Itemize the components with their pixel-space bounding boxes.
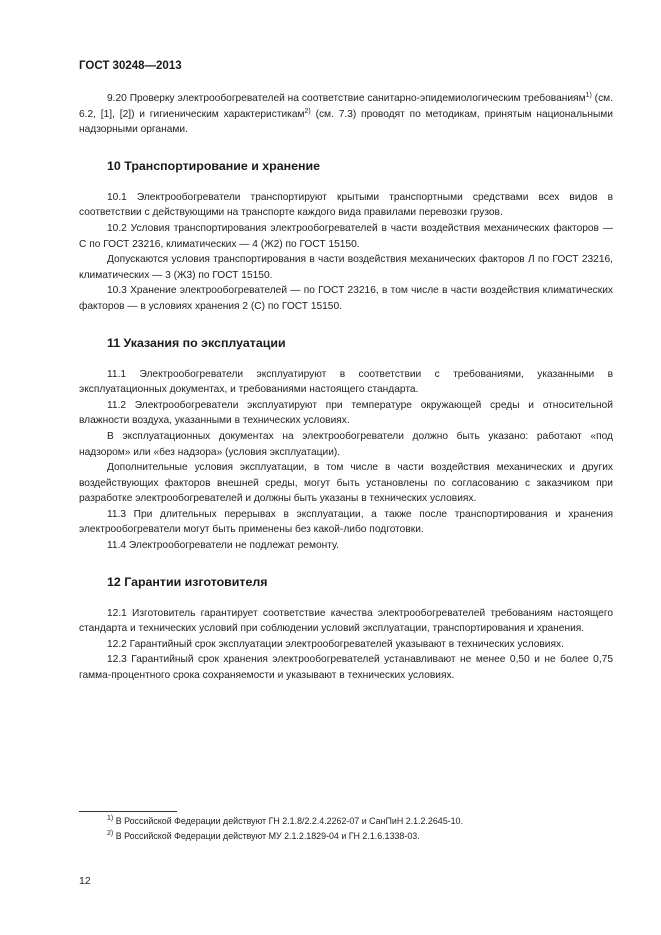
paragraph-9-20-text-c: (см. 7.3) проводят по методикам, принятым национальными надзорными органами. bbox=[79, 108, 613, 136]
footnote-1 bbox=[79, 814, 613, 829]
paragraph-12-3: 12.3 Гарантийный срок хранения электрообогревателей устанавливают не менее 0,50 и не более 0,75 гамма-процентного срока сохраняемости и указывают в технических условиях. bbox=[79, 654, 613, 682]
section-12-heading: 12 Гарантии изготовителя bbox=[107, 574, 268, 589]
paragraph-10-2-alt: Допускаются условия транспортирования в части воздействия механических факторов Л по ГОСТ 23216, климатических — 3 (Ж3) по ГОСТ 15150. bbox=[79, 254, 613, 281]
paragraph-9-20-text-a: 9.20 Проверку электрообогревателей на соответствие санитарно-эпидемиологическим требованиям bbox=[107, 93, 586, 104]
paragraph-9-20-text-b: (см. 6.2, [1], [2]) и гигиеническим характеристикам bbox=[79, 93, 613, 120]
page-number: 12 bbox=[79, 875, 91, 887]
paragraph-9-20 bbox=[79, 91, 613, 138]
footnote-2-mark: 2) bbox=[107, 830, 114, 837]
paragraph-10-1: 10.1 Электрообогреватели транспортируют крытыми транспортными средствами всех видов в соответствии с действующими на транспорте каждого вида правилами перевозки грузов. bbox=[79, 191, 613, 219]
footnote-1-text: В Российской Федерации действуют ГН 2.1.8/2.2.4.2262-07 и СанПиН 2.1.2.2645-10. bbox=[113, 816, 463, 826]
paragraph-11-2-extra: Дополнительные условия эксплуатации, в том числе в части воздействия механических и других воздействующих факторов внешней среды, могут быть установлены по согласованию с заказчиком при разработке электрообогревателей и должны быть указаны в технических условиях. bbox=[79, 462, 613, 505]
paragraph-11-2-docs: В эксплуатационных документах на электрообогреватели должно быть указано: работают «под надзором» или «без надзора» (условия эксплуатации). bbox=[79, 430, 613, 458]
section-11-heading: 11 Указания по эксплуатации bbox=[107, 335, 286, 350]
paragraph-11-2: 11.2 Электрообогреватели эксплуатируют при температуре окружающей среды и относительной влажности воздуха, указанными в технических условиях. bbox=[79, 399, 613, 427]
footnotes bbox=[79, 814, 613, 844]
document-code-header: ГОСТ 30248—2013 bbox=[79, 60, 182, 72]
paragraph-11-1: 11.1 Электрообогреватели эксплуатируют в соответствии с требованиями, указанными в эксплуатационных документах, и требованиями настоящего стандарта. bbox=[79, 368, 613, 396]
footnote-divider bbox=[79, 811, 177, 812]
paragraph-12-2: 12.2 Гарантийный срок эксплуатации электрообогревателей указывают в технических условиях. bbox=[107, 638, 564, 650]
footnote-2-text: В Российской Федерации действуют МУ 2.1.2.1829-04 и ГН 2.1.6.1338-03. bbox=[113, 831, 420, 841]
footnote-1-mark: 1) bbox=[107, 815, 114, 822]
section-10-heading: 10 Транспортирование и хранение bbox=[107, 158, 320, 173]
paragraph-10-3: 10.3 Хранение электрообогревателей — по ГОСТ 23216, в том числе в части воздействия климатических факторов — в условиях хранения 2 (С) по ГОСТ 15150. bbox=[79, 285, 613, 312]
footnote-ref-1: 1) bbox=[585, 92, 592, 99]
footnote-ref-2: 2) bbox=[304, 107, 311, 115]
paragraph-10-2: 10.2 Условия транспортирования электрообогревателей в части воздействия механических факторов — С по ГОСТ 23216, климатических — 4 (Ж2) по ГОСТ 15150. bbox=[79, 222, 613, 250]
page-body bbox=[79, 91, 613, 684]
paragraph-11-4: 11.4 Электрообогреватели не подлежат ремонту. bbox=[107, 540, 339, 552]
footnote-2 bbox=[79, 829, 613, 844]
paragraph-11-3: 11.3 При длительных перерывах в эксплуатации, а также после транспортирования и хранения электрообогреватели могут быть применены без какой-либо подготовки. bbox=[79, 508, 613, 536]
paragraph-12-1: 12.1 Изготовитель гарантирует соответствие качества электрообогревателей требованиям настоящего стандарта и технических условий при соблюдении условий эксплуатации, транспортирования и хранения. bbox=[79, 607, 613, 635]
